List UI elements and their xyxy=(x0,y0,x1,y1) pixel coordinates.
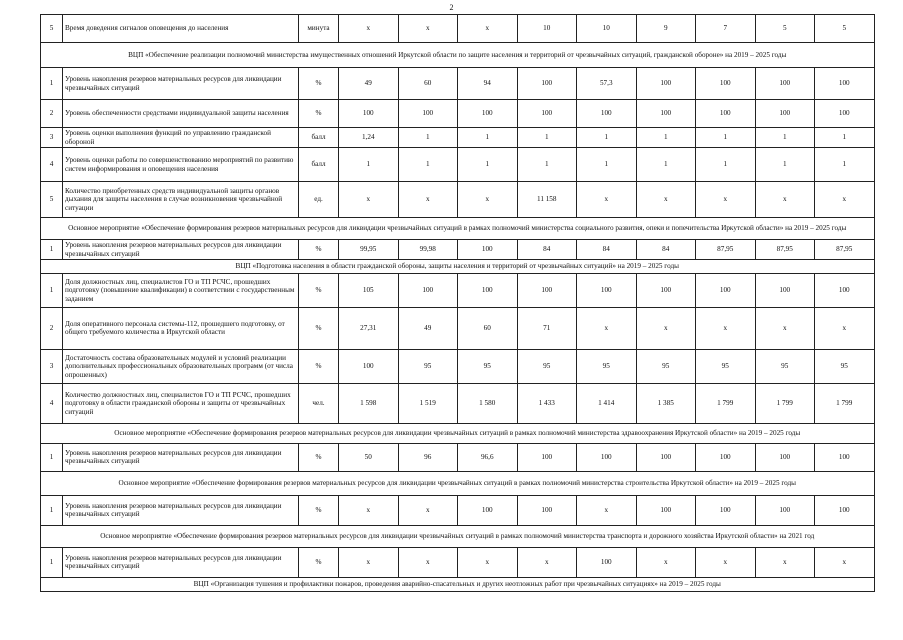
value-cell: 100 xyxy=(517,273,577,307)
value-cell: х xyxy=(458,547,518,577)
value-cell: 87,95 xyxy=(696,240,756,260)
value-cell: 100 xyxy=(815,443,875,471)
value-cell: 1 xyxy=(458,148,518,182)
value-cell: 1 xyxy=(696,148,756,182)
value-cell: 49 xyxy=(339,68,399,100)
value-cell: 84 xyxy=(517,240,577,260)
value-cell: 1 385 xyxy=(636,383,696,423)
value-cell: х xyxy=(696,547,756,577)
value-cell: 100 xyxy=(636,68,696,100)
row-number: 3 xyxy=(41,349,63,383)
value-cell: 1 433 xyxy=(517,383,577,423)
section-header-row xyxy=(41,260,875,274)
unit-cell: % xyxy=(299,443,339,471)
value-cell: х xyxy=(339,15,399,43)
value-cell: 11 158 xyxy=(517,182,577,218)
table-row xyxy=(41,349,875,383)
value-cell: х xyxy=(577,307,637,349)
value-cell: 100 xyxy=(636,100,696,128)
value-cell: 87,95 xyxy=(815,240,875,260)
section-title: ВЦП «Обеспечение реализации полномочий министерства имущественных отношений Иркутской области по защите населения и территорий от чрезвычайных ситуаций, гражданской обороне» на 2019 – 2025 годы xyxy=(41,43,875,68)
page-number: 2 xyxy=(449,3,454,12)
value-cell: 95 xyxy=(636,349,696,383)
value-cell: 9 xyxy=(636,15,696,43)
value-cell: 100 xyxy=(517,100,577,128)
value-cell: 49 xyxy=(398,307,458,349)
table-row xyxy=(41,148,875,182)
value-cell: 100 xyxy=(755,100,815,128)
value-cell: 1 xyxy=(517,148,577,182)
value-cell: 99,98 xyxy=(398,240,458,260)
value-cell: 100 xyxy=(815,68,875,100)
table-row xyxy=(41,547,875,577)
value-cell: 1 xyxy=(815,148,875,182)
value-cell: 100 xyxy=(339,349,399,383)
value-cell: 87,95 xyxy=(755,240,815,260)
value-cell: 96 xyxy=(398,443,458,471)
unit-cell: балл xyxy=(299,128,339,148)
value-cell: 50 xyxy=(339,443,399,471)
table-row xyxy=(41,68,875,100)
unit-cell: балл xyxy=(299,148,339,182)
value-cell: х xyxy=(458,182,518,218)
value-cell: 5 xyxy=(815,15,875,43)
value-cell: х xyxy=(577,495,637,525)
unit-cell: % xyxy=(299,273,339,307)
row-number: 5 xyxy=(41,15,63,43)
value-cell: 100 xyxy=(755,495,815,525)
value-cell: 100 xyxy=(696,495,756,525)
value-cell: 1 xyxy=(755,128,815,148)
value-cell: 5 xyxy=(755,15,815,43)
value-cell: 1 xyxy=(577,128,637,148)
value-cell: х xyxy=(755,307,815,349)
indicator-name: Достаточность состава образовательных модулей и условий реализации дополнительных профессиональных образовательных программ (от числа опрошенных) xyxy=(63,349,299,383)
section-header-row xyxy=(41,577,875,591)
row-number: 2 xyxy=(41,307,63,349)
value-cell: х xyxy=(577,182,637,218)
value-cell: 95 xyxy=(577,349,637,383)
value-cell: 100 xyxy=(696,68,756,100)
value-cell: х xyxy=(755,547,815,577)
row-number: 4 xyxy=(41,148,63,182)
value-cell: 100 xyxy=(636,495,696,525)
unit-cell: % xyxy=(299,240,339,260)
value-cell: 1 xyxy=(398,128,458,148)
unit-cell: минута xyxy=(299,15,339,43)
unit-cell: % xyxy=(299,307,339,349)
value-cell: х xyxy=(339,495,399,525)
unit-cell: % xyxy=(299,547,339,577)
section-header-row xyxy=(41,471,875,495)
value-cell: 100 xyxy=(696,273,756,307)
value-cell: 100 xyxy=(458,100,518,128)
value-cell: х xyxy=(696,307,756,349)
value-cell: 95 xyxy=(398,349,458,383)
value-cell: 100 xyxy=(577,273,637,307)
value-cell: 100 xyxy=(398,273,458,307)
value-cell: х xyxy=(636,547,696,577)
value-cell: 95 xyxy=(458,349,518,383)
value-cell: х xyxy=(398,15,458,43)
table-row xyxy=(41,383,875,423)
section-title: Основное мероприятие «Обеспечение формирования резервов материальных ресурсов для ликвидации чрезвычайных ситуаций в рамках полномочий министерства транспорта и дорожного хозяйства Иркутской области» на 2021 год xyxy=(41,525,875,547)
value-cell: х xyxy=(755,182,815,218)
value-cell: 100 xyxy=(636,443,696,471)
section-header-row xyxy=(41,218,875,240)
table-row xyxy=(41,307,875,349)
section-header-row xyxy=(41,43,875,68)
indicator-name: Доля оперативного персонала системы-112, прошедшего подготовку, от общего требуемого количества в Иркутской области xyxy=(63,307,299,349)
table-row xyxy=(41,273,875,307)
value-cell: 1 xyxy=(398,148,458,182)
value-cell: 100 xyxy=(577,100,637,128)
value-cell: 1 799 xyxy=(696,383,756,423)
unit-cell: % xyxy=(299,495,339,525)
value-cell: 100 xyxy=(755,443,815,471)
value-cell: 1 xyxy=(577,148,637,182)
value-cell: 100 xyxy=(577,443,637,471)
row-number: 2 xyxy=(41,100,63,128)
value-cell: 95 xyxy=(696,349,756,383)
value-cell: 100 xyxy=(517,495,577,525)
value-cell: х xyxy=(696,182,756,218)
value-cell: 105 xyxy=(339,273,399,307)
indicator-name: Уровень оценки работы по совершенствованию мероприятий по развитию систем информирования и оповещения населения xyxy=(63,148,299,182)
value-cell: 100 xyxy=(517,443,577,471)
value-cell: 1 799 xyxy=(815,383,875,423)
table-row xyxy=(41,100,875,128)
row-number: 1 xyxy=(41,495,63,525)
value-cell: х xyxy=(339,547,399,577)
unit-cell: % xyxy=(299,349,339,383)
value-cell: 95 xyxy=(755,349,815,383)
value-cell: 7 xyxy=(696,15,756,43)
value-cell: 1 xyxy=(517,128,577,148)
value-cell: 84 xyxy=(636,240,696,260)
value-cell: 95 xyxy=(815,349,875,383)
section-title: ВЦП «Подготовка населения в области гражданской обороны, защиты населения и территорий от чрезвычайных ситуаций» на 2019 – 2025 годы xyxy=(41,260,875,274)
row-number: 5 xyxy=(41,182,63,218)
value-cell: 1 xyxy=(696,128,756,148)
value-cell: х xyxy=(636,307,696,349)
value-cell: 57,3 xyxy=(577,68,637,100)
value-cell: 100 xyxy=(755,273,815,307)
value-cell: 1 598 xyxy=(339,383,399,423)
indicator-name: Уровень накопления резервов материальных ресурсов для ликвидации чрезвычайных ситуаций xyxy=(63,240,299,260)
table-row xyxy=(41,15,875,43)
unit-cell: % xyxy=(299,100,339,128)
value-cell: 1 580 xyxy=(458,383,518,423)
value-cell: 71 xyxy=(517,307,577,349)
indicator-name: Уровень накопления резервов материальных ресурсов для ликвидации чрезвычайных ситуаций xyxy=(63,68,299,100)
section-title: Основное мероприятие «Обеспечение формирования резервов материальных ресурсов для ликвидации чрезвычайных ситуаций в рамках полномочий министерства социального развития, опеки и попечительства Иркутской области» на 2019 – 2025 годы xyxy=(41,218,875,240)
value-cell: 95 xyxy=(517,349,577,383)
value-cell: 100 xyxy=(696,100,756,128)
value-cell: х xyxy=(398,495,458,525)
table-row xyxy=(41,240,875,260)
section-title: ВЦП «Организация тушения и профилактики пожаров, проведения аварийно-спасательных и других неотложных работ при чрезвычайных ситуациях» на 2019 – 2025 годы xyxy=(41,577,875,591)
indicators-table xyxy=(40,14,875,592)
table-row xyxy=(41,182,875,218)
table-row xyxy=(41,495,875,525)
value-cell: 1 xyxy=(815,128,875,148)
value-cell: 100 xyxy=(517,68,577,100)
value-cell: 100 xyxy=(755,68,815,100)
value-cell: 1 xyxy=(636,128,696,148)
value-cell: 94 xyxy=(458,68,518,100)
unit-cell: ед. xyxy=(299,182,339,218)
value-cell: 84 xyxy=(577,240,637,260)
value-cell: х xyxy=(815,307,875,349)
unit-cell: чел. xyxy=(299,383,339,423)
indicator-name: Уровень оценки выполнения функций по управлению гражданской обороной xyxy=(63,128,299,148)
indicator-name: Время доведения сигналов оповещения до населения xyxy=(63,15,299,43)
value-cell: 10 xyxy=(577,15,637,43)
value-cell: 60 xyxy=(398,68,458,100)
value-cell: 100 xyxy=(696,443,756,471)
section-title: Основное мероприятие «Обеспечение формирования резервов материальных ресурсов для ликвидации чрезвычайных ситуаций в рамках полномочий министерства строительства Иркутской области» на 2019 – 2025 годы xyxy=(41,471,875,495)
value-cell: х xyxy=(339,182,399,218)
indicator-name: Количество приобретенных средств индивидуальной защиты органов дыхания для защиты населения в случае возникновения чрезвычайной ситуации xyxy=(63,182,299,218)
value-cell: 99,95 xyxy=(339,240,399,260)
value-cell: 60 xyxy=(458,307,518,349)
section-header-row xyxy=(41,423,875,443)
value-cell: 100 xyxy=(815,100,875,128)
value-cell: 100 xyxy=(577,547,637,577)
value-cell: 10 xyxy=(517,15,577,43)
value-cell: 1 799 xyxy=(755,383,815,423)
indicator-name: Уровень накопления резервов материальных ресурсов для ликвидации чрезвычайных ситуаций xyxy=(63,443,299,471)
value-cell: х xyxy=(458,15,518,43)
indicator-name: Уровень накопления резервов материальных ресурсов для ликвидации чрезвычайных ситуаций xyxy=(63,495,299,525)
value-cell: 27,31 xyxy=(339,307,399,349)
row-number: 4 xyxy=(41,383,63,423)
value-cell: х xyxy=(815,182,875,218)
value-cell: х xyxy=(398,547,458,577)
value-cell: 100 xyxy=(458,273,518,307)
value-cell: 1 xyxy=(458,128,518,148)
value-cell: 100 xyxy=(458,240,518,260)
row-number: 1 xyxy=(41,547,63,577)
value-cell: 1 414 xyxy=(577,383,637,423)
table-row xyxy=(41,128,875,148)
value-cell: х xyxy=(517,547,577,577)
value-cell: 1 519 xyxy=(398,383,458,423)
value-cell: 100 xyxy=(398,100,458,128)
value-cell: 100 xyxy=(815,273,875,307)
row-number: 1 xyxy=(41,443,63,471)
value-cell: 100 xyxy=(636,273,696,307)
unit-cell: % xyxy=(299,68,339,100)
table-row xyxy=(41,443,875,471)
value-cell: х xyxy=(398,182,458,218)
value-cell: 1 xyxy=(636,148,696,182)
indicator-name: Уровень накопления резервов материальных ресурсов для ликвидации чрезвычайных ситуаций xyxy=(63,547,299,577)
value-cell: 100 xyxy=(339,100,399,128)
indicator-name: Доля должностных лиц, специалистов ГО и ТП РСЧС, прошедших подготовку (повышение квалификации) в соответствии с государственным заданием xyxy=(63,273,299,307)
value-cell: 1,24 xyxy=(339,128,399,148)
row-number: 1 xyxy=(41,240,63,260)
section-title: Основное мероприятие «Обеспечение формирования резервов материальных ресурсов для ликвидации чрезвычайных ситуаций в рамках полномочий министерства здравоохранения Иркутской области» на 2019 – 2025 годы xyxy=(41,423,875,443)
indicator-name: Количество должностных лиц, специалистов ГО и ТП РСЧС, прошедших подготовку в области гражданской обороны и защиты от чрезвычайных ситуаций xyxy=(63,383,299,423)
value-cell: 96,6 xyxy=(458,443,518,471)
value-cell: х xyxy=(636,182,696,218)
value-cell: 1 xyxy=(339,148,399,182)
row-number: 3 xyxy=(41,128,63,148)
value-cell: 100 xyxy=(458,495,518,525)
value-cell: х xyxy=(815,547,875,577)
row-number: 1 xyxy=(41,273,63,307)
value-cell: 1 xyxy=(755,148,815,182)
indicator-name: Уровень обеспеченности средствами индивидуальной защиты населения xyxy=(63,100,299,128)
row-number: 1 xyxy=(41,68,63,100)
section-header-row xyxy=(41,525,875,547)
value-cell: 100 xyxy=(815,495,875,525)
